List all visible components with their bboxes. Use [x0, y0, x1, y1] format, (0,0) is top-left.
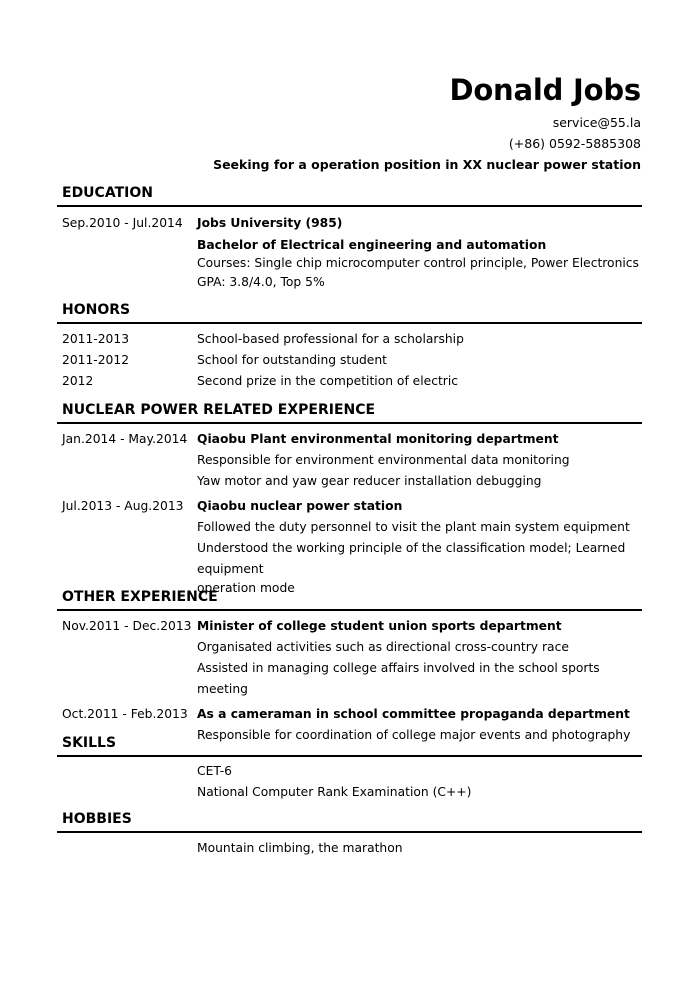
section-divider — [57, 422, 642, 424]
skill-text: CET-6 — [197, 764, 232, 778]
job-detail: Followed the duty personnel to visit the plant main system equipment — [197, 520, 630, 534]
job-entry — [57, 616, 642, 700]
job-detail: operation mode — [197, 581, 295, 595]
hobby-item — [57, 838, 642, 859]
resume-header — [213, 72, 641, 175]
job-date: Jan.2014 - May.2014 — [62, 432, 188, 446]
section-divider — [57, 322, 642, 324]
education-entry — [57, 213, 642, 293]
job-date: Oct.2011 - Feb.2013 — [62, 707, 188, 721]
honor-text: School-based professional for a scholarship — [197, 332, 464, 346]
section-title-honors: HONORS — [62, 302, 131, 318]
section-divider — [57, 755, 642, 757]
job-organization: As a cameraman in school committee propaganda department — [197, 707, 630, 721]
section-title-education: EDUCATION — [62, 185, 153, 201]
section-title-skills: SKILLS — [62, 735, 117, 751]
hobby-text: Mountain climbing, the marathon — [197, 841, 403, 855]
job-date: Jul.2013 - Aug.2013 — [62, 499, 184, 513]
job-entry — [57, 496, 642, 599]
job-detail: Understood the working principle of the classification model; Learned equipment — [197, 541, 626, 576]
education-date: Sep.2010 - Jul.2014 — [62, 216, 183, 230]
section-title-nuclear: NUCLEAR POWER RELATED EXPERIENCE — [62, 402, 376, 418]
honor-date: 2011-2013 — [62, 332, 130, 346]
honor-date: 2011-2012 — [62, 353, 130, 367]
nuclear-experience-section — [57, 400, 642, 599]
objective-text: Seeking for a operation position in XX nuclear power station — [213, 157, 641, 172]
degree-name: Bachelor of Electrical engineering and automation — [197, 238, 547, 252]
gpa-text: GPA: 3.8/4.0, Top 5% — [197, 275, 325, 289]
honor-row — [57, 329, 642, 350]
job-detail: Yaw motor and yaw gear reducer installation debugging — [197, 474, 542, 488]
email-text: service@55.la — [552, 115, 641, 130]
skills-section — [57, 733, 642, 803]
skill-item — [57, 761, 642, 782]
honor-date: 2012 — [62, 374, 94, 388]
job-detail: Responsible for environment environmental data monitoring — [197, 453, 570, 467]
job-organization: Qiaobu nuclear power station — [197, 499, 403, 513]
hobbies-section — [57, 809, 642, 859]
school-name: Jobs University (985) — [197, 216, 343, 230]
job-organization: Qiaobu Plant environmental monitoring department — [197, 432, 559, 446]
job-detail: Assisted in managing college affairs involved in the school sports meeting — [197, 661, 600, 696]
section-title-other: OTHER EXPERIENCE — [62, 589, 218, 605]
job-entry — [57, 429, 642, 492]
candidate-name: Donald Jobs — [449, 73, 641, 107]
section-divider — [57, 609, 642, 611]
job-organization: Minister of college student union sports department — [197, 619, 562, 633]
honor-row — [57, 350, 642, 371]
job-date: Nov.2011 - Dec.2013 — [62, 619, 192, 633]
phone-text: (+86) 0592-5885308 — [508, 136, 641, 151]
job-detail: Organisated activities such as directional cross-country race — [197, 640, 569, 654]
honor-text: Second prize in the competition of electric — [197, 374, 459, 388]
honors-section — [57, 300, 642, 392]
section-divider — [57, 205, 642, 207]
job-detail: Responsible for coordination of college major events and photography — [197, 728, 631, 742]
section-divider — [57, 831, 642, 833]
honor-row — [57, 371, 642, 392]
skill-text: National Computer Rank Examination (C++) — [197, 785, 472, 799]
education-section — [57, 183, 642, 293]
courses-text: Courses: Single chip microcomputer control principle, Power Electronics — [197, 256, 639, 270]
skill-item — [57, 782, 642, 803]
honor-text: School for outstanding student — [197, 353, 387, 367]
section-title-hobbies: HOBBIES — [62, 811, 132, 827]
other-experience-section — [57, 587, 642, 746]
